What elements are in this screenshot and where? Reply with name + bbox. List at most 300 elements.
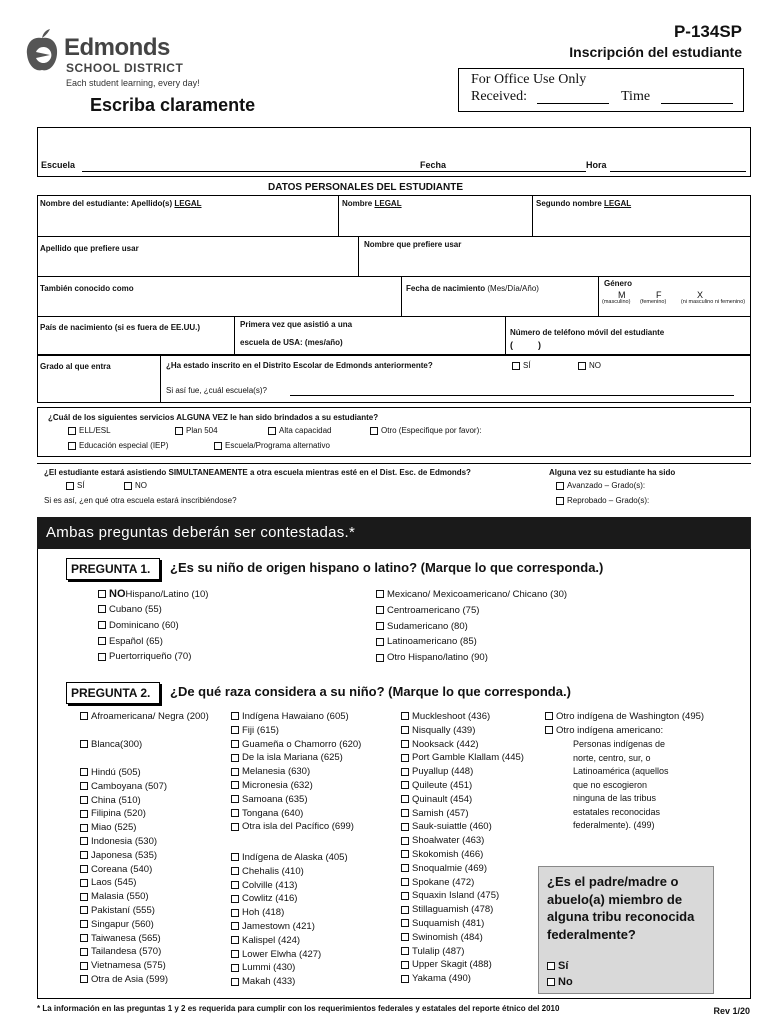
simul-yes-option[interactable]: [66, 481, 85, 490]
date-label: Fecha: [420, 160, 447, 170]
q2-option[interactable]: [401, 903, 524, 917]
option-text: Tailandesa (570): [91, 946, 162, 958]
preferred-first-label[interactable]: Nombre que prefiere usar: [364, 240, 462, 249]
q2-option[interactable]: [80, 890, 168, 904]
q2-option[interactable]: [80, 766, 168, 780]
option-text: Indonesia (530): [91, 835, 158, 847]
q1-option[interactable]: [98, 619, 191, 633]
service-504-text: Plan 504: [186, 426, 218, 435]
checkbox-icon[interactable]: [98, 590, 106, 598]
q1-option[interactable]: [98, 635, 191, 649]
checkbox-icon[interactable]: [231, 823, 239, 831]
service-ell[interactable]: [68, 426, 111, 435]
checkbox-icon[interactable]: [231, 936, 239, 944]
checkbox-icon[interactable]: [401, 947, 409, 955]
middle-name-label[interactable]: [536, 199, 631, 208]
q2-option[interactable]: [80, 918, 168, 932]
q2-other-wa-native[interactable]: [545, 710, 704, 724]
last-name-text: Nombre del estudiante: Apellido(s): [40, 199, 173, 208]
option-text: Taiwanesa (565): [91, 932, 161, 944]
option-text: Nooksack (442): [412, 738, 479, 750]
q1-option[interactable]: [376, 651, 567, 665]
option-text: Puyallup (448): [412, 766, 474, 778]
q2-option[interactable]: [401, 862, 524, 876]
service-sped[interactable]: [68, 441, 168, 450]
district-logo: [24, 28, 60, 74]
failed-option[interactable]: [556, 496, 649, 505]
q2-option[interactable]: [401, 738, 524, 752]
q2-option[interactable]: [80, 738, 142, 752]
q2-option[interactable]: [231, 710, 361, 724]
checkbox-icon[interactable]: [231, 978, 239, 986]
option-text: Pakistaní (555): [91, 904, 155, 916]
option-text: Skokomish (466): [412, 848, 484, 860]
option-text: Otro indígena de Washington (495): [556, 711, 705, 722]
checkbox-icon[interactable]: [231, 781, 239, 789]
q2-col3: [401, 710, 524, 986]
checkbox-icon[interactable]: [231, 754, 239, 762]
checkbox-icon[interactable]: [80, 768, 88, 776]
tribe-question-line: federalmente?: [547, 926, 636, 942]
simul-question: ¿El estudiante estará asistiendo SIMULTANEAMENTE a otra escuela mientras esté en el Dist. Esc. de Edmonds?: [44, 468, 471, 477]
checkbox-icon[interactable]: [231, 768, 239, 776]
q2-option[interactable]: [401, 751, 524, 765]
checkbox-icon[interactable]: [556, 482, 564, 490]
office-time-line[interactable]: [661, 103, 733, 104]
q1-no-text: NO: [109, 588, 126, 600]
option-text: Muckleshoot (436): [412, 711, 491, 722]
revision-label: Rev 1/20: [713, 1006, 750, 1016]
q2-option[interactable]: [231, 765, 361, 779]
q2-option[interactable]: [231, 948, 348, 962]
q1-option[interactable]: [98, 650, 191, 664]
checkbox-icon[interactable]: [547, 978, 555, 986]
q2-option[interactable]: [231, 865, 348, 879]
option-text: Blanca(300): [91, 739, 143, 750]
legal-tag: LEGAL: [174, 199, 202, 208]
q2-option[interactable]: [401, 807, 524, 821]
q2-option[interactable]: [401, 779, 524, 793]
checkbox-icon[interactable]: [98, 653, 106, 661]
q2-option[interactable]: [80, 863, 168, 877]
checkbox-icon[interactable]: [231, 795, 239, 803]
gender-m-desc: (masculino): [602, 299, 631, 305]
q2-option[interactable]: [80, 794, 168, 808]
first-us-school-label[interactable]: Primera vez que asistió a una: [240, 320, 353, 329]
checkbox-icon[interactable]: [98, 605, 106, 613]
option-text: Cowlitz (416): [242, 893, 298, 905]
checkbox-icon[interactable]: [376, 622, 384, 630]
checkbox-icon[interactable]: [401, 919, 409, 927]
checkbox-icon[interactable]: [80, 782, 88, 790]
checkbox-icon[interactable]: [231, 922, 239, 930]
option-text: Stillaguamish (478): [412, 904, 494, 916]
org-subtitle: SCHOOL DISTRICT: [66, 61, 184, 75]
checkbox-icon[interactable]: [231, 964, 239, 972]
option-text: Dominicano (60): [109, 619, 179, 631]
q2-option[interactable]: [231, 820, 361, 834]
q2-option[interactable]: [231, 793, 361, 807]
edmonds-prior-text: ¿Ha estado inscrito en el Distrito Escolar de Edmonds anteriormente?: [166, 361, 433, 370]
middle-name-text: Segundo nombre: [536, 199, 602, 208]
q2-option[interactable]: [231, 920, 348, 934]
checkbox-icon[interactable]: [231, 809, 239, 817]
option-text: Japonesa (535): [91, 849, 158, 861]
tribe-question-line: abuelo(a) miembro de: [547, 891, 683, 907]
option-text: Español (65): [109, 635, 163, 647]
tribe-no-text: No: [558, 976, 573, 988]
school-date-box: [37, 127, 751, 177]
checkbox-icon[interactable]: [231, 909, 239, 917]
q1-col2: [376, 588, 567, 665]
gender-label: Género: [604, 279, 633, 288]
q2-native-note: [573, 738, 669, 833]
write-clearly-heading: Escriba claramente: [90, 95, 256, 115]
option-text: Otro indígena americano:: [556, 725, 664, 736]
checkbox-icon[interactable]: [545, 712, 553, 720]
service-hicap[interactable]: [268, 426, 331, 435]
checkbox-icon[interactable]: [545, 726, 553, 734]
q2-option[interactable]: [401, 793, 524, 807]
q2-option[interactable]: [401, 876, 524, 890]
option-text: Puertorriqueño (70): [109, 651, 192, 663]
checkbox-icon[interactable]: [268, 427, 276, 435]
q2-option[interactable]: [80, 835, 168, 849]
checkbox-icon[interactable]: [66, 482, 74, 490]
option-text: Suquamish (481): [412, 917, 485, 929]
service-504[interactable]: [175, 426, 218, 435]
checkbox-icon[interactable]: [376, 654, 384, 662]
q2-option[interactable]: [401, 710, 524, 724]
q2-option[interactable]: [401, 724, 524, 738]
legal-tag: LEGAL: [374, 199, 402, 208]
tribe-question-line: alguna tribu reconocida: [547, 909, 695, 924]
gender-f[interactable]: F: [656, 290, 662, 300]
first-name-text: Nombre: [342, 199, 373, 208]
q2-option[interactable]: [231, 879, 348, 893]
q2-option[interactable]: [80, 945, 168, 959]
option-text: Samish (457): [412, 807, 469, 819]
checkbox-icon[interactable]: [80, 975, 88, 983]
checkbox-icon[interactable]: [376, 638, 384, 646]
checkbox-icon[interactable]: [401, 975, 409, 983]
time-label: Hora: [586, 160, 607, 170]
option-text: Yakama (490): [412, 973, 471, 985]
checkbox-icon[interactable]: [80, 879, 88, 887]
option-text: Swinomish (484): [412, 931, 483, 943]
option-text: Nisqually (439): [412, 724, 476, 736]
simul-where-label: Si es así, ¿en qué otra escuela estará inscribiéndose?: [44, 496, 237, 505]
checkbox-icon[interactable]: [68, 442, 76, 450]
option-text: Indígena de Alaska (405): [242, 852, 348, 863]
footer-note: * La información en las preguntas 1 y 2 es requerida para cumplir con los requerimientos federales y estatales del reporte étnico del 2010: [37, 1004, 560, 1013]
q2-option[interactable]: [80, 959, 168, 973]
advanced-text: Avanzado – Grado(s):: [567, 481, 646, 490]
checkbox-icon[interactable]: [556, 497, 564, 505]
q1-option[interactable]: [98, 603, 191, 617]
checkbox-icon[interactable]: [214, 442, 222, 450]
q2-option[interactable]: [231, 738, 361, 752]
checkbox-icon[interactable]: [98, 637, 106, 645]
q1-not-hispanic[interactable]: [98, 588, 208, 602]
office-time-label: Time: [621, 89, 651, 104]
q2-option[interactable]: [401, 765, 524, 779]
q2-option[interactable]: [80, 973, 168, 987]
q1-option[interactable]: [376, 604, 567, 618]
q2-option[interactable]: [231, 751, 361, 765]
org-name: Edmonds: [64, 34, 170, 61]
checkbox-icon[interactable]: [578, 362, 586, 370]
option-text: Sauk-suiattle (460): [412, 821, 492, 833]
gender-x[interactable]: X: [697, 290, 704, 300]
checkbox-icon[interactable]: [80, 962, 88, 970]
checkbox-icon[interactable]: [401, 864, 409, 872]
checkbox-icon[interactable]: [401, 768, 409, 776]
q2-option[interactable]: [231, 961, 348, 975]
q1-option[interactable]: [376, 635, 567, 649]
q2-option[interactable]: [80, 780, 168, 794]
checkbox-icon[interactable]: [68, 427, 76, 435]
q2-option[interactable]: [80, 710, 209, 724]
checkbox-icon[interactable]: [80, 920, 88, 928]
option-text: Singapur (560): [91, 918, 154, 930]
checkbox-icon[interactable]: [376, 606, 384, 614]
simul-no-option[interactable]: [124, 481, 147, 490]
phone-area-code[interactable]: ( ): [510, 340, 541, 350]
which-school-field[interactable]: [290, 395, 734, 396]
native-note-line: ninguna de las tribus: [573, 793, 657, 803]
question-2-label: PREGUNTA 2.: [66, 682, 160, 704]
q2-option[interactable]: [80, 904, 168, 918]
option-text: Coreana (540): [91, 863, 153, 875]
aka-label[interactable]: También conocido como: [40, 284, 134, 293]
time-field[interactable]: [610, 171, 746, 172]
q2-option[interactable]: [401, 889, 524, 903]
q2-option[interactable]: [80, 849, 168, 863]
first-name-label[interactable]: [342, 199, 402, 208]
q2-option[interactable]: [401, 820, 524, 834]
office-use-title: For Office Use Only: [471, 72, 587, 87]
checkbox-icon[interactable]: [80, 906, 88, 914]
advanced-option[interactable]: [556, 481, 645, 490]
q2-option[interactable]: [80, 876, 168, 890]
checkbox-icon[interactable]: [80, 865, 88, 873]
tribe-yes-text: Sí: [558, 960, 569, 972]
q2-option[interactable]: [231, 851, 348, 865]
checkbox-icon[interactable]: [401, 781, 409, 789]
option-text: Lummi (430): [242, 962, 296, 974]
office-use-box: [458, 68, 744, 112]
dob-label[interactable]: [406, 284, 539, 293]
tagline: Each student learning, every day!: [66, 78, 200, 88]
checkbox-icon[interactable]: [80, 837, 88, 845]
checkbox-icon[interactable]: [401, 740, 409, 748]
checkbox-icon[interactable]: [80, 934, 88, 942]
q2-option[interactable]: [401, 834, 524, 848]
q2-option[interactable]: [401, 958, 524, 972]
q2-option[interactable]: [231, 975, 348, 989]
service-hicap-text: Alta capacidad: [279, 426, 332, 435]
q2-other-american-native[interactable]: [545, 724, 663, 738]
checkbox-icon[interactable]: [80, 796, 88, 804]
option-text: Spokane (472): [412, 876, 475, 888]
option-text: Guameña o Chamorro (620): [242, 738, 362, 750]
option-text: Tulalip (487): [412, 945, 465, 957]
checkbox-icon[interactable]: [401, 933, 409, 941]
checkbox-icon[interactable]: [401, 823, 409, 831]
checkbox-icon[interactable]: [80, 893, 88, 901]
date-field[interactable]: [450, 171, 586, 172]
option-text: Centroamericano (75): [387, 604, 480, 616]
option-text: Chehalis (410): [242, 865, 304, 877]
q2-col2-group-b: [231, 851, 348, 989]
option-text: Micronesia (632): [242, 779, 313, 791]
checkbox-icon[interactable]: [231, 895, 239, 903]
q2-option[interactable]: [401, 945, 524, 959]
last-name-label[interactable]: [40, 199, 202, 208]
checkbox-icon[interactable]: [80, 851, 88, 859]
native-note-line: que no escogieron: [573, 779, 648, 790]
tribe-question-line: ¿Es el padre/madre o: [547, 874, 679, 889]
q2-option[interactable]: [401, 931, 524, 945]
checkbox-icon[interactable]: [401, 892, 409, 900]
checkbox-icon[interactable]: [401, 754, 409, 762]
q2-option[interactable]: [80, 821, 168, 835]
checkbox-icon[interactable]: [231, 950, 239, 958]
q2-option[interactable]: [401, 972, 524, 986]
q1-option[interactable]: [376, 588, 567, 602]
checkbox-icon[interactable]: [401, 878, 409, 886]
checkbox-icon[interactable]: [231, 853, 239, 861]
option-text: Shoalwater (463): [412, 835, 485, 847]
option-text: Melanesia (630): [242, 766, 311, 778]
option-text: Snoqualmie (469): [412, 862, 487, 874]
which-school-label: Si así fue, ¿cuál escuela(s)?: [166, 386, 267, 395]
service-alt[interactable]: [214, 441, 330, 450]
first-us-school-label-2: escuela de USA: (mes/año): [240, 338, 343, 347]
checkbox-icon[interactable]: [401, 712, 409, 720]
option-text: Quileute (451): [412, 779, 473, 791]
option-text: Lower Elwha (427): [242, 948, 322, 960]
checkbox-icon[interactable]: [401, 809, 409, 817]
no-text: NO: [589, 361, 601, 370]
checkbox-icon[interactable]: [401, 961, 409, 969]
option-text: De la isla Mariana (625): [242, 752, 343, 764]
checkbox-icon[interactable]: [98, 621, 106, 629]
native-note-line: estatales reconocidas: [573, 806, 661, 817]
checkbox-icon[interactable]: [80, 740, 88, 748]
checkbox-icon[interactable]: [370, 427, 378, 435]
office-received-line[interactable]: [537, 103, 609, 104]
option-text: Camboyana (507): [91, 780, 168, 792]
native-note-line: Latinoamérica (aquellos: [573, 766, 669, 776]
yes-text: SÍ: [523, 361, 531, 370]
phone-label[interactable]: Número de teléfono móvil del estudiante: [510, 328, 665, 337]
checkbox-icon[interactable]: [547, 962, 555, 970]
checkbox-icon[interactable]: [231, 712, 239, 720]
q1-no-rest: Hispano/Latino (10): [125, 589, 209, 600]
checkbox-icon[interactable]: [401, 795, 409, 803]
grade-label[interactable]: Grado al que entra: [40, 362, 111, 371]
gender-x-desc: (ni masculino ni femenino): [680, 299, 746, 305]
checkbox-icon[interactable]: [401, 726, 409, 734]
q2-option[interactable]: [231, 906, 348, 920]
gender-m[interactable]: M: [618, 290, 626, 300]
q2-option[interactable]: [80, 807, 168, 821]
checkbox-icon[interactable]: [401, 906, 409, 914]
school-field[interactable]: [82, 171, 454, 172]
option-text: Otra isla del Pacífico (699): [242, 821, 354, 833]
option-text: Colville (413): [242, 879, 298, 891]
option-text: Filipina (520): [91, 808, 146, 820]
q2-col1-group-b: [80, 738, 142, 752]
failed-text: Reprobado – Grado(s):: [567, 496, 650, 505]
checkbox-icon[interactable]: [175, 427, 183, 435]
q2-option[interactable]: [231, 807, 361, 821]
q2-option[interactable]: [231, 724, 361, 738]
option-text: Latinoamericano (85): [387, 636, 477, 648]
checkbox-icon[interactable]: [231, 867, 239, 875]
checkbox-icon[interactable]: [401, 850, 409, 858]
checkbox-icon[interactable]: [124, 482, 132, 490]
q1-option[interactable]: [376, 620, 567, 634]
option-text: Fiji (615): [242, 724, 279, 736]
option-text: Quinault (454): [412, 793, 473, 805]
checkbox-icon[interactable]: [231, 726, 239, 734]
tribe-no-option[interactable]: [547, 976, 573, 988]
option-text: Squaxin Island (475): [412, 890, 500, 902]
option-text: Jamestown (421): [242, 920, 315, 932]
option-text: Indígena Hawaiano (605): [242, 711, 349, 722]
checkbox-icon[interactable]: [231, 740, 239, 748]
checkbox-icon[interactable]: [80, 948, 88, 956]
form-code: P-134SP: [673, 22, 742, 41]
edmonds-prior-question: [166, 361, 433, 370]
checkbox-icon[interactable]: [231, 881, 239, 889]
checkbox-icon[interactable]: [376, 590, 384, 598]
option-text: Mexicano/ Mexicoamericano/ Chicano (30): [387, 589, 568, 600]
checkbox-icon[interactable]: [80, 810, 88, 818]
checkbox-icon[interactable]: [80, 712, 88, 720]
service-other[interactable]: [370, 426, 481, 435]
tribe-yes-option[interactable]: [547, 960, 568, 972]
q2-option[interactable]: [231, 779, 361, 793]
q2-option[interactable]: [231, 892, 348, 906]
office-received-label: Received:: [471, 89, 527, 104]
option-text: Afroamericana/ Negra (200): [91, 711, 209, 722]
checkbox-icon[interactable]: [512, 362, 520, 370]
q2-option[interactable]: [401, 917, 524, 931]
q2-option[interactable]: [80, 932, 168, 946]
legal-tag: LEGAL: [604, 199, 632, 208]
preferred-last-label[interactable]: Apellido que prefiere usar: [40, 244, 139, 253]
checkbox-icon[interactable]: [401, 837, 409, 845]
option-text: Tongana (640): [242, 807, 304, 819]
option-text: Laos (545): [91, 877, 137, 889]
service-alt-text: Escuela/Programa alternativo: [225, 441, 330, 450]
option-text: Upper Skagit (488): [412, 959, 492, 971]
option-text: Otra de Asia (599): [91, 973, 169, 985]
checkbox-icon[interactable]: [80, 824, 88, 832]
option-text: Cubano (55): [109, 604, 162, 615]
service-ell-text: ELL/ESL: [79, 426, 111, 435]
q2-option[interactable]: [401, 848, 524, 862]
edmonds-no-option[interactable]: [578, 361, 601, 370]
edmonds-yes-option[interactable]: [512, 361, 531, 370]
grade-history-question: Alguna vez su estudiante ha sido: [549, 468, 676, 477]
q2-option[interactable]: [231, 934, 348, 948]
birth-country-label[interactable]: País de nacimiento (si es fuera de EE.UU.): [40, 323, 201, 332]
